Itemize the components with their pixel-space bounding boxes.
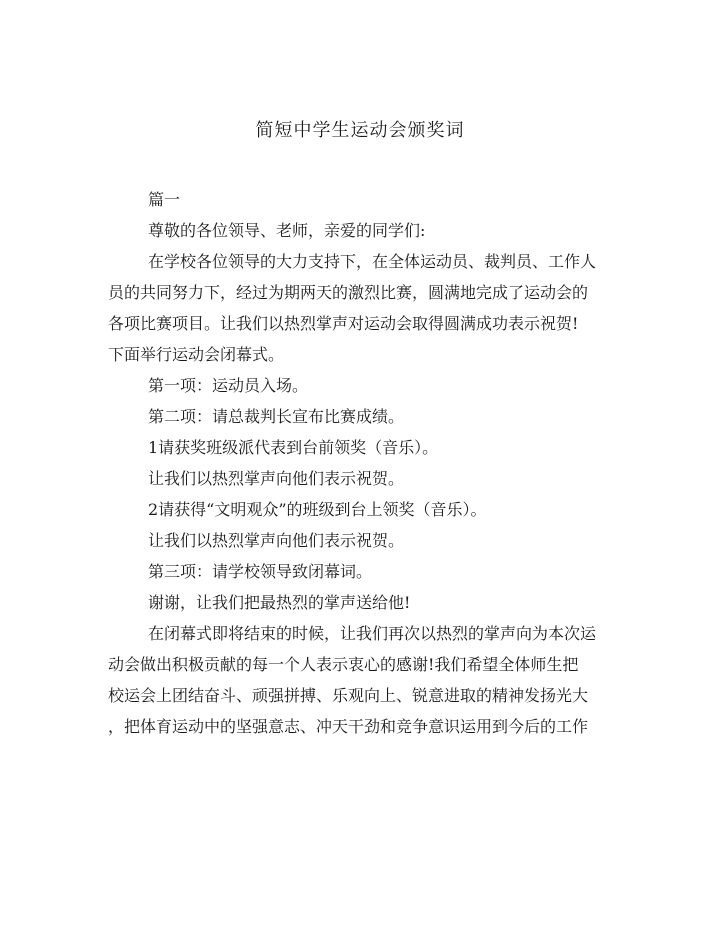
paragraph-award-1	[108, 432, 608, 463]
paragraph-award-2	[108, 494, 608, 525]
text-line: 第二项：请总裁判长宣布比赛成绩。	[148, 407, 405, 426]
text-line: 下面举行运动会闭幕式。	[108, 345, 285, 364]
text-line: 动会做出积极贡献的每一个人表示衷心的感谢!我们希望全体师生把	[108, 655, 579, 674]
paragraph-greeting	[108, 215, 608, 246]
text-line: 第一项：运动员入场。	[148, 376, 309, 395]
paragraph-closing	[108, 618, 608, 742]
text-line: 让我们以热烈掌声向他们表示祝贺。	[148, 531, 405, 550]
text-line: 尊敬的各位领导、老师，亲爱的同学们:	[148, 221, 426, 240]
text-line: 2请获得“文明观众”的班级到台上领奖（音乐）。	[148, 500, 487, 519]
text-line: 校运会上团结奋斗、顽强拼搏、乐观向上、锐意进取的精神发扬光大	[108, 686, 589, 705]
text-line: 在闭幕式即将结束的时候，让我们再次以热烈的掌声向为本次运	[148, 624, 597, 643]
paragraph-item-2	[108, 401, 608, 432]
text-line: 篇一	[148, 190, 181, 209]
document-title: 简短中学生运动会颁奖词	[255, 120, 465, 141]
paragraph-applause-2	[108, 525, 608, 556]
text-line: 让我们以热烈掌声向他们表示祝贺。	[148, 469, 405, 488]
document-body	[108, 184, 608, 742]
paragraph-section-heading	[108, 184, 608, 215]
paragraph-item-3	[108, 556, 608, 587]
paragraph-opening	[108, 246, 608, 370]
paragraph-applause-1	[108, 463, 608, 494]
text-line: ，把体育运动中的坚强意志、冲天干劲和竞争意识运用到今后的工作	[108, 717, 589, 736]
text-line: 各项比赛项目。让我们以热烈掌声对运动会取得圆满成功表示祝贺!	[108, 314, 579, 333]
text-line: 在学校各位领导的大力支持下，在全体运动员、裁判员、工作人	[148, 252, 597, 271]
text-line: 员的共同努力下，经过为期两天的激烈比赛，圆满地完成了运动会的	[108, 283, 589, 302]
text-line: 第三项：请学校领导致闭幕词。	[148, 562, 373, 581]
paragraph-thanks	[108, 587, 608, 618]
paragraph-item-1	[108, 370, 608, 401]
text-line: 谢谢，让我们把最热烈的掌声送给他!	[148, 593, 411, 612]
text-line: 1请获奖班级派代表到台前领奖（音乐）。	[148, 438, 439, 457]
